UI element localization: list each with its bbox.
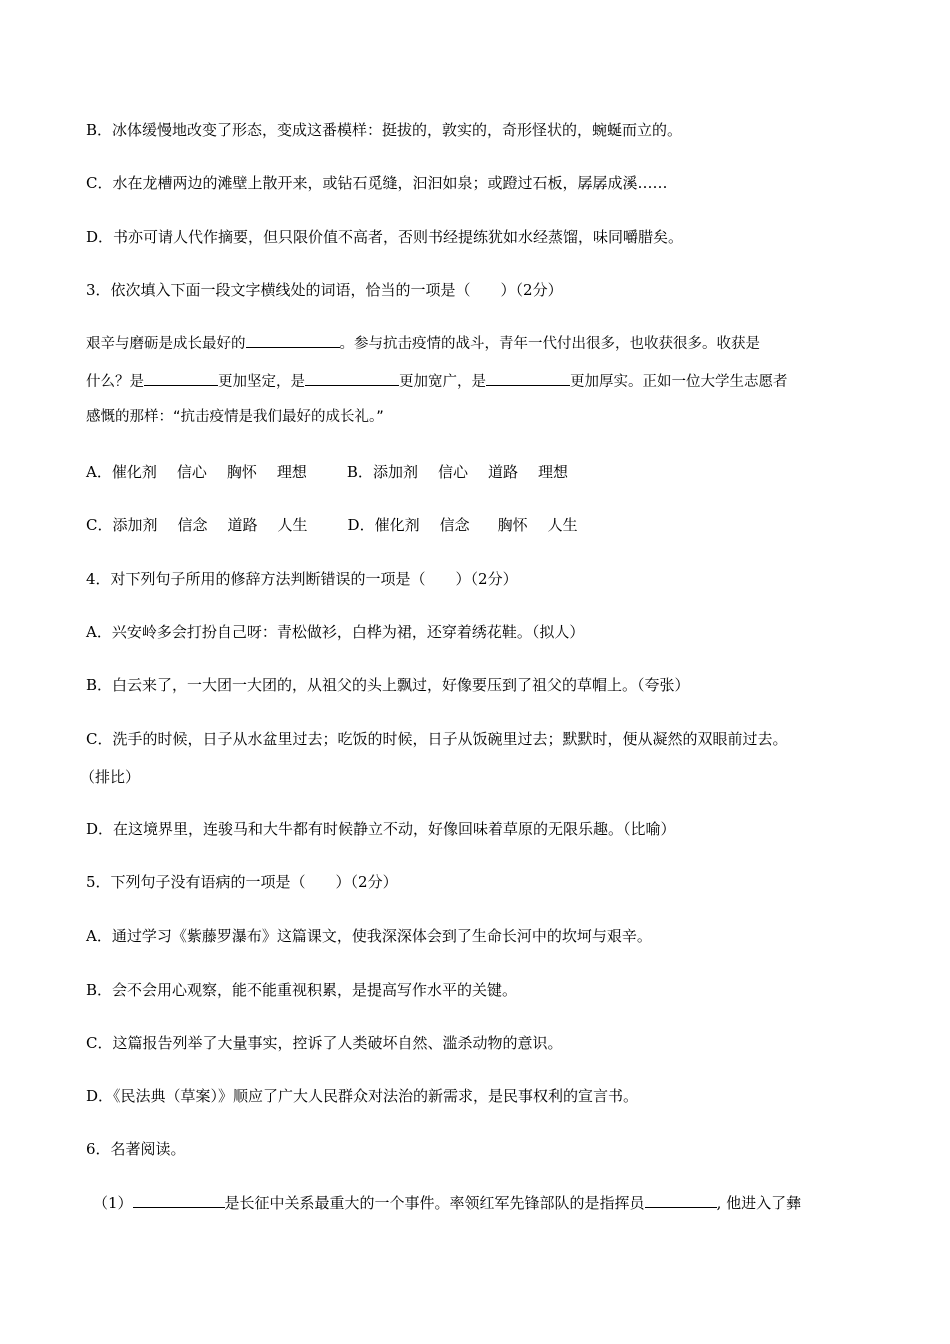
- option-word: 理想: [276, 463, 307, 481]
- option-word: 理想: [537, 463, 568, 481]
- option-5d: D．《民法典（草案）》顺应了广大人民群众对法治的新需求，是民事权利的宣言书。: [86, 1087, 639, 1105]
- fill-blank: [144, 370, 218, 386]
- option-word: 道路: [227, 516, 258, 534]
- q3-options-row-1: [86, 462, 568, 482]
- option-word: 信念: [439, 516, 470, 534]
- question-4-stem: 4．对下列句子所用的修辞方法判断错误的一项是（ ）（2分）: [86, 570, 518, 588]
- option-letter: C．: [86, 516, 113, 534]
- option-2b: B．冰体缓慢地改变了形态，变成这番模样：挺拔的，敦实的，奇形怪状的，蜿蜒而立的。: [86, 121, 683, 139]
- q3-passage-text: 更加坚定，是: [218, 374, 305, 390]
- part-number: （1）: [93, 1194, 133, 1212]
- fill-blank: [305, 370, 399, 386]
- q3-passage-line-2: [86, 370, 788, 392]
- q3-passage-line-3: 感慨的那样：“抗击疫情是我们最好的成长礼。”: [86, 409, 384, 425]
- fill-blank: [133, 1192, 225, 1208]
- option-word: 信心: [176, 463, 207, 481]
- option-4d: D．在这境界里，连骏马和大牛都有时候静立不动，好像回味着草原的无限乐趣。（比喻）: [86, 820, 676, 838]
- option-5b: B．会不会用心观察，能不能重视积累，是提高写作水平的关键。: [86, 981, 518, 999]
- option-letter: D．: [347, 516, 375, 534]
- question-text: , 他进入了彝: [716, 1194, 802, 1212]
- option-word: 人生: [547, 516, 578, 534]
- q3-passage-text: 更加厚实。正如一位大学生志愿者: [570, 374, 788, 390]
- q3-passage-line-1: [86, 332, 760, 354]
- option-word: 添加剂: [112, 516, 158, 534]
- q3-passage-text: 更加宽广，是: [399, 374, 486, 390]
- option-word: 信念: [177, 516, 208, 534]
- q3-passage-text: 艰辛与磨砺是成长最好的: [86, 336, 246, 352]
- option-word: 催化剂: [374, 516, 420, 534]
- option-word: 催化剂: [111, 463, 157, 481]
- option-word: 信心: [437, 463, 468, 481]
- option-word: 人生: [277, 516, 308, 534]
- question-text: 是长征中关系最重大的一个事件。率领红军先锋部队的是指挥员: [224, 1194, 645, 1212]
- option-2c: C．水在龙槽两边的滩壁上散开来，或钻石觅缝，汩汩如泉；或蹬过石板，孱孱成溪……: [86, 174, 668, 192]
- option-5a: A．通过学习《紫藤罗瀑布》这篇课文，使我深深体会到了生命长河中的坎坷与艰辛。: [86, 927, 652, 945]
- option-word: 胸怀: [497, 516, 528, 534]
- option-word: 道路: [487, 463, 518, 481]
- option-letter: B．: [346, 463, 373, 481]
- question-3-stem: 3．依次填入下面一段文字横线处的词语，恰当的一项是（ ）（2分）: [86, 281, 563, 299]
- fill-blank: [486, 370, 570, 386]
- option-2d: D．书亦可请人代作摘要，但只限价值不高者，否则书经提练犹如水经蒸馏，味同嚼腊矣。: [86, 228, 684, 246]
- fill-blank: [645, 1192, 717, 1208]
- option-5c: C．这篇报告列举了大量事实，控诉了人类破坏自然、滥杀动物的意识。: [86, 1034, 563, 1052]
- q3-options-row-2: [86, 515, 578, 535]
- q3-passage-text: 什么？是: [86, 374, 144, 390]
- question-5-stem: 5．下列句子没有语病的一项是（ ）（2分）: [86, 873, 398, 891]
- option-4a: A．兴安岭多会打扮自己呀：青松做衫，白桦为裙，还穿着绣花鞋。（拟人）: [86, 623, 585, 641]
- question-6-stem: 6．名著阅读。: [86, 1140, 186, 1158]
- option-4c-continuation: （排比）: [80, 768, 141, 786]
- option-word: 胸怀: [226, 463, 257, 481]
- q3-passage-text: 。参与抗击疫情的战斗，青年一代付出很多，也收获很多。收获是: [339, 336, 760, 352]
- option-4c: C．洗手的时候，日子从水盆里过去；吃饭的时候，日子从饭碗里过去；默默时，便从凝然的双眼前过去。: [86, 730, 788, 748]
- option-word: 添加剂: [372, 463, 418, 481]
- option-4b: B．白云来了，一大团一大团的，从祖父的头上飘过，好像要压到了祖父的草帽上。（夸张）: [86, 676, 690, 694]
- fill-blank: [246, 332, 340, 348]
- question-6-part-1: [93, 1192, 801, 1213]
- option-letter: A．: [86, 463, 112, 481]
